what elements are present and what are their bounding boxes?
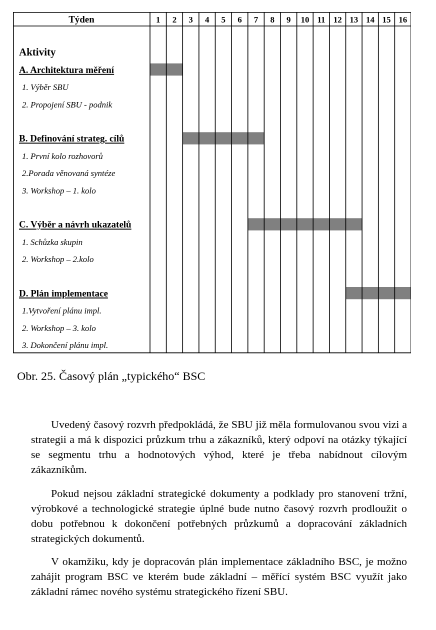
week-column-header: Týden [68, 15, 95, 26]
paragraph-2: Pokud nejsou základní strategické dokumenty a podklady pro stanovení tržní, výrobkové a technologické strategie úplné bude nutno časový rozvrh prodloužit o dobu potřebnou k dokončení potřebných průzkumů a dopracování základních strategických dokumentů. [31, 488, 407, 545]
activity-item: 1. První kolo rozhovorů [22, 150, 103, 161]
gantt-bar [248, 218, 362, 230]
activity-item: 2.Porada věnovaná syntéze [22, 168, 116, 179]
week-number: 5 [221, 14, 226, 25]
activity-group-title: C. Výběr a návrh ukazatelů [19, 220, 132, 231]
week-number: 10 [300, 14, 310, 25]
activity-group-title: A. Architektura měření [19, 65, 115, 76]
activity-item: 3. Dokončení plánu impl. [22, 340, 109, 351]
week-number: 8 [270, 14, 275, 25]
week-number: 1 [156, 14, 161, 25]
activity-item: 1. Výběr SBU [22, 82, 69, 93]
week-number: 7 [253, 14, 259, 25]
activity-group-title: B. Definování strateg. cílů [19, 134, 125, 145]
section-header: Aktivity [19, 47, 56, 59]
week-number: 12 [333, 14, 342, 25]
figure-caption: Obr. 25. Časový plán „typického“ BSC [17, 369, 206, 383]
activity-item: 3. Workshop – 1. kolo [22, 185, 96, 196]
paragraph-3: V okamžiku, kdy je dopracován plán implementace základního BSC, je možno zahájit program BSC ve kterém bude základní – měřící systém BSC využít jako základní rámec nového systému strategického řízení SBU. [31, 556, 407, 598]
paragraph-1: Uvedený časový rozvrh předpokládá, že SBU již měla formulovanou svou vizi a strategii a má k dispozici průzkum trhu a zákazníků, který odpoví na otázky týkající se segmentu trhu a hodnotových výhod, které je třeba nabídnout cílovým zákazníkům. [31, 419, 407, 476]
week-number: 4 [204, 14, 210, 25]
activity-item: 2. Workshop – 3. kolo [22, 322, 96, 333]
week-number: 15 [382, 14, 391, 25]
week-number: 3 [188, 14, 193, 25]
activity-item: 2. Propojení SBU - podnik [22, 99, 113, 110]
activity-item: 1. Schůzka skupin [22, 236, 83, 247]
activity-group-title: D. Plán implementace [19, 289, 108, 300]
gantt-chart [13, 12, 411, 354]
activity-item: 1.Vytvoření plánu impl. [22, 305, 102, 316]
gantt-bar [183, 132, 265, 144]
week-number: 9 [286, 14, 291, 25]
week-number: 2 [172, 14, 177, 25]
week-number: 11 [317, 14, 326, 25]
activity-item: 2. Workshop – 2.kolo [22, 254, 94, 265]
week-number: 6 [237, 14, 242, 25]
week-number: 14 [365, 14, 375, 25]
week-number: 16 [398, 14, 408, 25]
week-number: 13 [349, 14, 359, 25]
